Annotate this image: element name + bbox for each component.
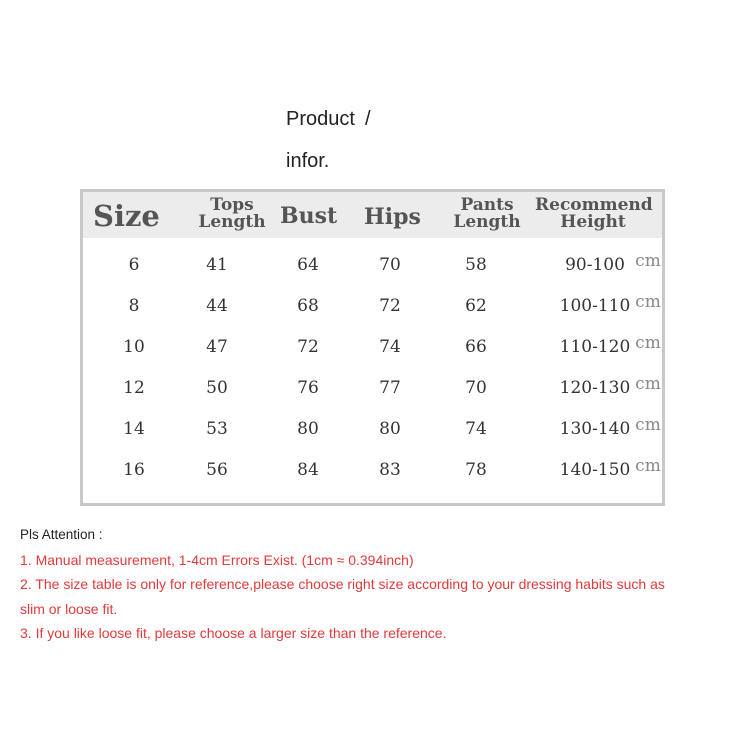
table-row (83, 373, 662, 403)
table-row (83, 414, 662, 444)
cell-unit: cm (635, 456, 661, 476)
size-table (80, 189, 665, 506)
header-pants-line2: Length (453, 212, 521, 232)
cell-size: 16 (123, 460, 145, 480)
cell-tops: 56 (206, 460, 228, 480)
cell-unit: cm (635, 374, 661, 394)
header-hips: Hips (364, 204, 421, 230)
cell-hips: 72 (379, 296, 401, 316)
attention-notes (20, 523, 745, 646)
header-tops-length (195, 197, 269, 231)
cell-size: 10 (123, 337, 145, 357)
cell-pants: 66 (465, 337, 487, 357)
cell-height: 100-110 (559, 296, 631, 316)
header-tops-line1: Tops (210, 195, 254, 215)
cell-tops: 50 (206, 378, 228, 398)
attention-heading: Pls Attention : (20, 527, 103, 542)
cell-height: 110-120 (559, 337, 631, 357)
cell-tops: 41 (206, 255, 228, 275)
table-row (83, 332, 662, 362)
title-product (286, 108, 371, 131)
cell-height: 130-140 (559, 419, 631, 439)
table-row (83, 291, 662, 321)
cell-tops: 47 (206, 337, 228, 357)
header-height-line1: Recommend (535, 195, 653, 215)
header-pants-line1: Pants (460, 195, 514, 215)
cell-hips: 77 (379, 378, 401, 398)
table-row (83, 455, 662, 485)
cell-height: 140-150 (559, 460, 631, 480)
cell-tops: 44 (206, 296, 228, 316)
cell-bust: 72 (297, 337, 319, 357)
cell-unit: cm (635, 415, 661, 435)
cell-hips: 74 (379, 337, 401, 357)
table-row (83, 250, 662, 280)
title-slash: / (364, 108, 371, 130)
header-height-line2: Height (560, 212, 626, 232)
cell-pants: 70 (465, 378, 487, 398)
cell-hips: 80 (379, 419, 401, 439)
cell-height: 120-130 (559, 378, 631, 398)
header-tops-line2: Length (198, 212, 266, 232)
cell-bust: 80 (297, 419, 319, 439)
note-line-2b: slim or loose fit. (20, 600, 118, 617)
cell-size: 12 (123, 378, 145, 398)
cell-bust: 76 (297, 378, 319, 398)
cell-size: 14 (123, 419, 145, 439)
cell-hips: 83 (379, 460, 401, 480)
cell-bust: 84 (297, 460, 319, 480)
cell-pants: 58 (465, 255, 487, 275)
cell-size: 6 (128, 255, 140, 275)
note-line-1: 1. Manual measurement, 1-4cm Errors Exist. (1cm ≈ 0.394inch) (20, 551, 414, 568)
header-pants-length (450, 197, 524, 231)
cell-pants: 74 (465, 419, 487, 439)
header-size: Size (93, 199, 160, 233)
note-line-2a: 2. The size table is only for reference,please choose right size according to your dressing habits such as (20, 576, 665, 592)
cell-size: 8 (128, 296, 140, 316)
cell-tops: 53 (206, 419, 228, 439)
header-recommend-height (535, 197, 651, 231)
cell-bust: 68 (297, 296, 319, 316)
cell-bust: 64 (297, 255, 319, 275)
cell-unit: cm (635, 251, 661, 271)
cell-unit: cm (635, 292, 661, 312)
note-line-3: 3. If you like loose fit, please choose a larger size than the reference. (20, 625, 447, 641)
header-bust: Bust (280, 203, 338, 229)
title-infor: infor. (286, 150, 330, 172)
cell-hips: 70 (379, 255, 401, 275)
cell-pants: 62 (465, 296, 487, 316)
cell-pants: 78 (465, 460, 487, 480)
title-product-text: Product (286, 108, 355, 130)
cell-unit: cm (635, 333, 661, 353)
cell-height: 90-100 (565, 255, 625, 275)
